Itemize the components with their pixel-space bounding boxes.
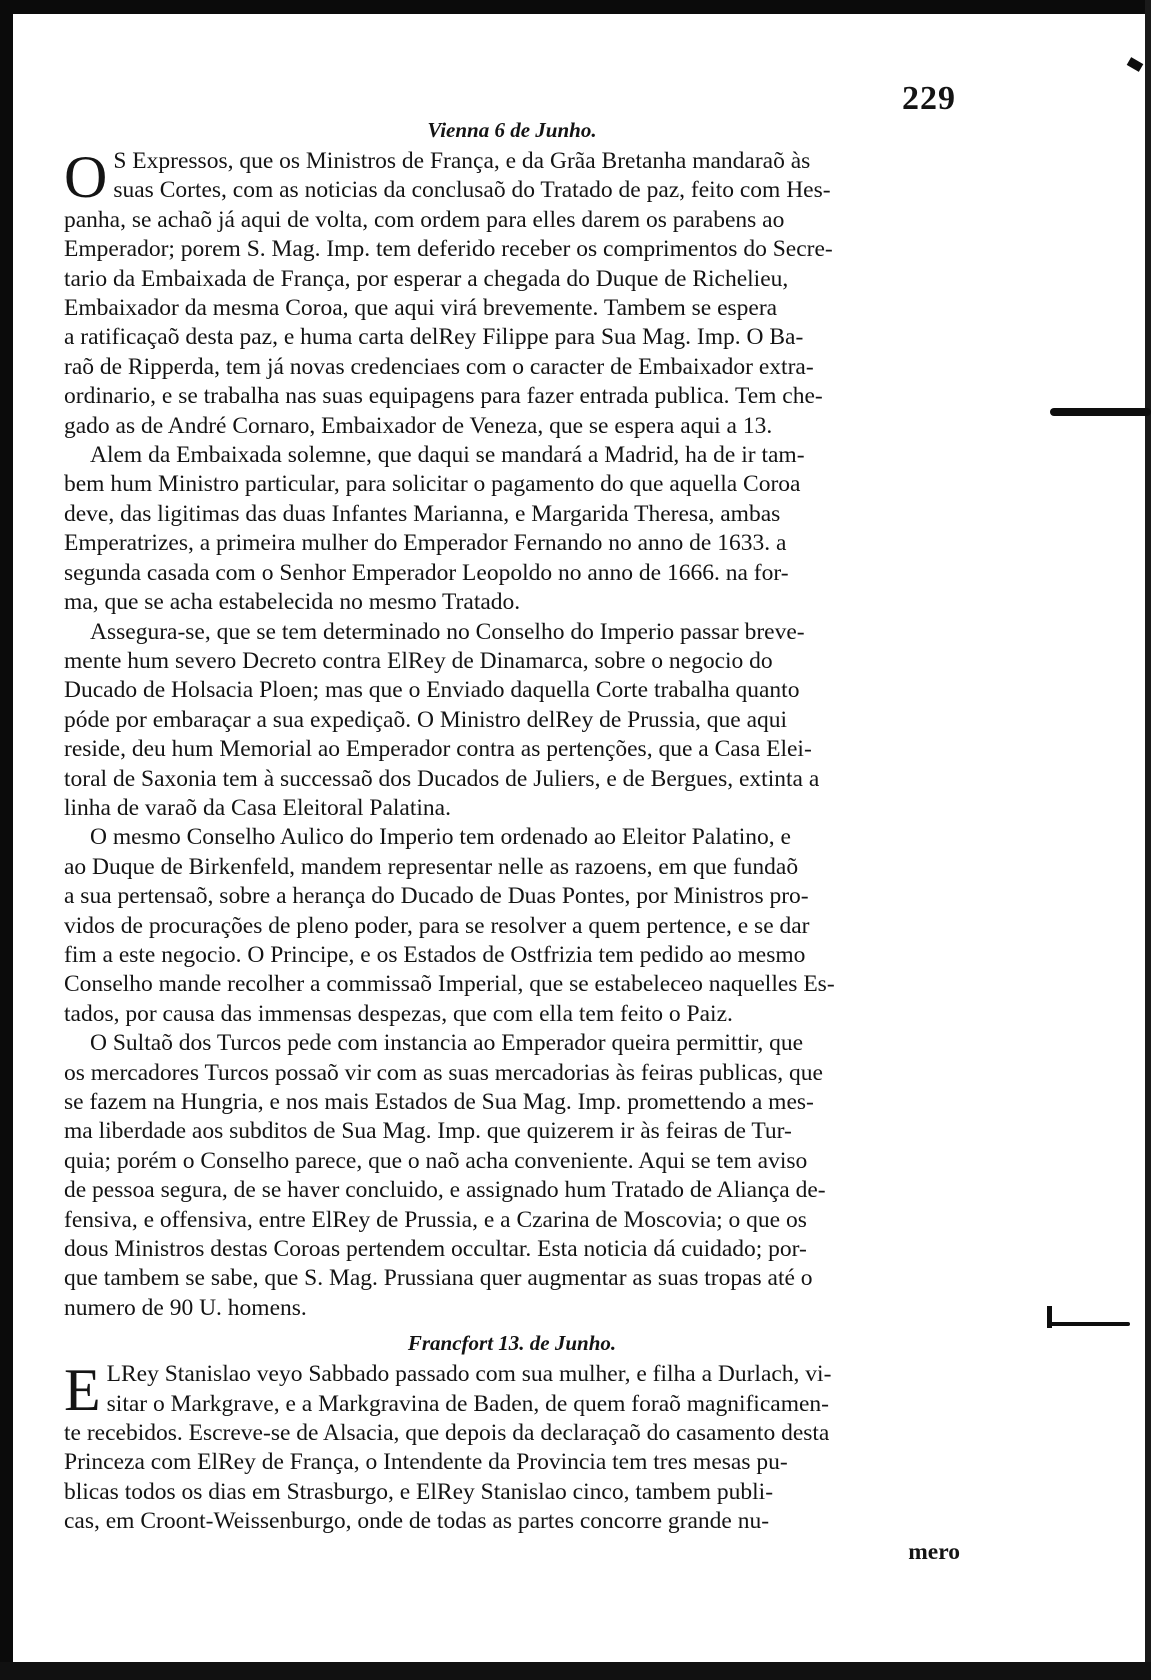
paragraph [64, 823, 960, 1029]
text-line: ordinario, e se trabalha nas suas equipagens para fazer entrada publica. Tem che- [64, 383, 823, 410]
text-line: Ducado de Holsacia Ploen; mas que o Enviado daquella Corte trabalha quanto [64, 677, 800, 704]
text-line: fensiva, e offensiva, entre ElRey de Prussia, e a Czarina de Moscovia; o que os [64, 1206, 807, 1233]
text-line: suas Cortes, com as noticias da conclusaõ do Tratado de paz, feito com Hes- [113, 177, 831, 204]
text-line: panha, se achaõ já aqui de volta, com ordem para elles darem os parabens ao [64, 206, 785, 233]
text-line: fim a este negocio. O Principe, e os Estados de Ostfrizia tem pedido ao mesmo [64, 941, 806, 968]
text-line: bem hum Ministro particular, para solicitar o pagamento do que aquella Coroa [64, 471, 801, 498]
text-line: raõ de Ripperda, tem já novas credenciaes com o caracter de Embaixador extra- [64, 353, 814, 380]
text-line: gado as de André Cornaro, Embaixador de Veneza, que se espera aqui a 13. [64, 412, 773, 439]
text-line: ma liberdade aos subditos de Sua Mag. Imp. que quizerem ir às feiras de Tur- [64, 1118, 792, 1145]
text-line: reside, deu hum Memorial ao Emperador contra as pertenções, que a Casa Elei- [64, 736, 812, 763]
text-line: S Expressos, que os Ministros de França, e da Grãa Bretanha mandaraõ às [113, 148, 811, 174]
text-line: O mesmo Conselho Aulico do Imperio tem ordenado ao Eleitor Palatino, e [90, 824, 791, 851]
ink-mark [1050, 408, 1151, 416]
text-line: de pessoa segura, de se haver concluido, e assignado hum Tratado de Aliança de- [64, 1177, 826, 1204]
text-line: Alem da Embaixada solemne, que daqui se mandará a Madrid, ha de ir tam- [90, 442, 805, 469]
text-line: dous Ministros destas Coroas pertendem occultar. Esta noticia dá cuidado; por- [64, 1236, 807, 1263]
paragraph [64, 1029, 960, 1323]
text-line: se fazem na Hungria, e nos mais Estados de Sua Mag. Imp. promettendo a mes- [64, 1089, 814, 1115]
drop-cap: E [64, 1357, 101, 1424]
text-line: vidos de procurações de pleno poder, para se resolver a quem pertence, e se dar [64, 912, 810, 939]
text-line: segunda casada com o Senhor Emperador Leopoldo no anno de 1666. na for- [64, 559, 789, 586]
text-line: Embaixador da mesma Coroa, que aqui virá brevemente. Tambem se espera [64, 295, 778, 322]
scan-border-top [0, 0, 1151, 14]
text-line: deve, das ligitimas das duas Infantes Marianna, e Margarida Theresa, ambas [64, 500, 781, 527]
text-line: Emperatrizes, a primeira mulher do Emperador Fernando no anno de 1633. a [64, 530, 787, 557]
text-line: tario da Embaixada de França, por esperar a chegada do Duque de Richelieu, [64, 265, 789, 292]
text-line: tados, por causa das immensas despezas, que com ella tem feito o Paiz. [64, 1000, 733, 1027]
text-line: mente hum severo Decreto contra ElRey de Dinamarca, sobre o negocio do [64, 647, 773, 674]
scan-border-bottom [0, 1662, 1151, 1680]
article-vienna [64, 144, 960, 1323]
dateline-vienna: Vienna 6 de Junho. [427, 118, 597, 142]
text-line: Conselho mande recolher a commissaõ Imperial, que se estabeleceo naquelles Es- [64, 971, 835, 998]
page-number: 229 [902, 80, 956, 117]
text-line: cas, em Croont-Weissenburgo, onde de todas as partes concorre grande nu- [64, 1508, 770, 1535]
paragraph [64, 618, 960, 824]
text-line: póde por embaraçar a sua expediçaõ. O Ministro delRey de Prussia, que aqui [64, 706, 788, 733]
text-line: te recebidos. Escreve-se de Alsacia, que depois da declaraçaõ do casamento desta [64, 1420, 830, 1447]
scan-border-right [1145, 0, 1151, 1680]
text-line: a ratificaçaõ desta paz, e huma carta delRey Filippe para Sua Mag. Imp. O Ba- [64, 324, 804, 351]
drop-cap: O [64, 144, 108, 210]
text-line: O Sultaõ dos Turcos pede com instancia ao Emperador queira permittir, que [90, 1030, 804, 1057]
paragraph [64, 144, 960, 441]
text-line: toral de Saxonia tem à successaõ dos Ducados de Juliers, e de Bergues, extinta a [64, 765, 820, 792]
text-line: linha de varaõ da Casa Eleitoral Palatina. [64, 794, 451, 821]
text-line: ma, que se acha estabelecida no mesmo Tratado. [64, 589, 521, 616]
text-line: sitar o Markgrave, e a Markgravina de Baden, de quem foraõ magnificamen- [106, 1390, 829, 1417]
dateline-francfort: Francfort 13. de Junho. [407, 1331, 617, 1356]
text-line: Princeza com ElRey de França, o Intendente da Provincia tem tres mesas pu- [64, 1449, 788, 1476]
text-line: Assegura-se, que se tem determinado no Conselho do Imperio passar breve- [90, 618, 805, 645]
newspaper-page [64, 78, 960, 1566]
text-line: Emperador; porem S. Mag. Imp. tem deferido receber os comprimentos do Secre- [64, 236, 833, 263]
paragraph [64, 441, 960, 617]
scan-border-left [0, 0, 13, 1680]
text-line: numero de 90 U. homens. [64, 1294, 307, 1321]
paragraph [64, 1357, 960, 1536]
text-line: blicas todos os dias em Strasburgo, e ElRey Stanislao cinco, tambem publi- [64, 1478, 774, 1505]
text-line: a sua pertensaõ, sobre a herança do Ducado de Duas Pontes, por Ministros pro- [64, 883, 809, 910]
ink-mark [1127, 57, 1144, 72]
text-line: ao Duque de Birkenfeld, mandem representar nelle as razoens, em que fundaõ [64, 853, 799, 880]
ink-mark [1050, 1322, 1130, 1326]
article-francfort [64, 1357, 960, 1536]
catchword: mero [908, 1538, 960, 1565]
text-line: que tambem se sabe, que S. Mag. Prussiana quer augmentar as suas tropas até o [64, 1265, 813, 1292]
text-line: quia; porém o Conselho parece, que o naõ acha conveniente. Aqui se tem aviso [64, 1147, 808, 1174]
text-line: os mercadores Turcos possaõ vir com as suas mercadorias às feiras publicas, que [64, 1059, 823, 1086]
text-line: LRey Stanislao veyo Sabbado passado com sua mulher, e filha a Durlach, vi- [106, 1361, 832, 1388]
ink-mark [1047, 1306, 1052, 1328]
